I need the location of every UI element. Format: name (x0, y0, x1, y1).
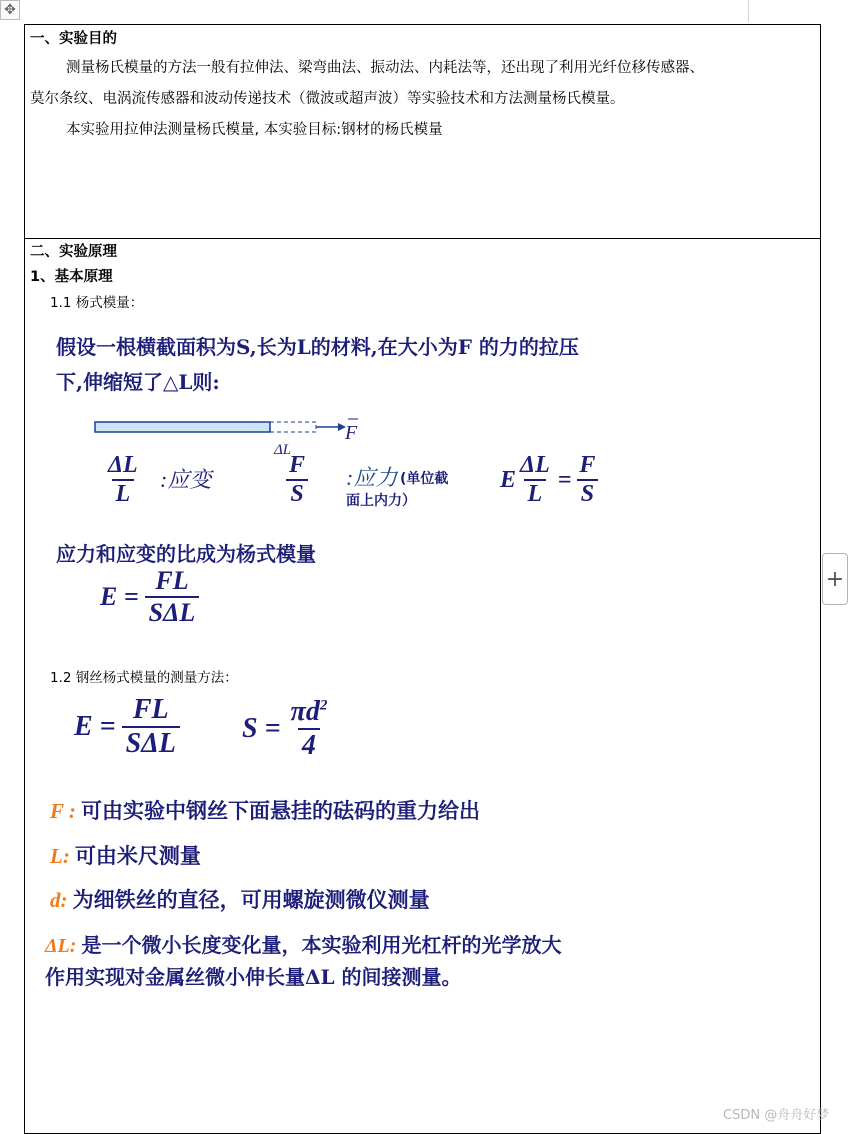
strain-num: ΔL (108, 452, 138, 478)
section1-para1-line2: 莫尔条纹、电涡流传感器和波动传递技术（微波或超声波）等实验技术和方法测量杨氏模量。 (30, 91, 625, 107)
e-definition-formula (100, 566, 199, 628)
subsection-1-1: 1.1 杨式模量： (50, 295, 144, 311)
e-equals: = (557, 466, 572, 493)
strain-den: L (112, 479, 135, 508)
move-icon[interactable]: ✥ (0, 0, 20, 20)
s-pi: π (290, 696, 306, 727)
slide1-line2: 下,伸缩短了△L则: (56, 370, 220, 394)
e2-num: FL (155, 566, 189, 595)
d-text: 为细铁丝的直径，可用螺旋测微仪测量 (72, 887, 430, 912)
strain-fraction (104, 452, 142, 508)
stress-fraction (285, 452, 309, 508)
l-line (50, 840, 201, 870)
subsection-1-2: 1.2 钢丝杨式模量的测量方法： (50, 670, 238, 686)
e3-lhs: E = (74, 711, 116, 742)
l-label: L: (50, 844, 70, 868)
f-line (50, 795, 480, 825)
e-num1: ΔL (520, 452, 550, 478)
s-exp: 2 (319, 697, 328, 714)
f-label: F : (50, 799, 76, 823)
dl-text-1: 是一个微小长度变化量，本实验利用光杠杆的光学放大 (81, 933, 562, 957)
section1-para1-line1: 测量杨氏模量的方法一般有拉伸法、梁弯曲法、振动法、内耗法等，还出现了利用光纤位移传感器、 (66, 60, 704, 76)
e3-num: FL (132, 694, 169, 725)
page-guide (748, 0, 749, 22)
dl-text-2: 作用实现对金属丝微小伸长量ΔL 的间接测量。 (45, 965, 462, 989)
delta-l-label: ΔL (274, 442, 292, 458)
slide1-line1: 假设一根横截面积为S,长为L的材料,在大小为F 的力的拉压 (56, 335, 579, 359)
e-ratio-formula (500, 452, 599, 508)
s-area-formula (242, 696, 331, 762)
l-text: 可由米尺测量 (74, 843, 201, 868)
stress-unit-2: 面上内力） (346, 493, 416, 509)
rod (95, 422, 270, 432)
strain-text: :应变 (160, 467, 212, 492)
rod-extension (270, 422, 316, 432)
plus-icon: + (825, 566, 845, 592)
add-row-button[interactable] (822, 553, 848, 605)
e-lhs: E (500, 466, 517, 493)
section1-title: 一、实验目的 (30, 31, 117, 47)
e-den2: S (577, 479, 598, 508)
dl-line-1 (45, 929, 562, 958)
section1-para2: 本实验用拉伸法测量杨氏模量, 本实验目标:钢材的杨氏模量 (66, 122, 443, 138)
ratio-text: 应力和应变的比成为杨式模量 (56, 542, 316, 566)
e-measure-formula (74, 694, 180, 760)
row-divider (25, 238, 820, 239)
stress-text: :应力 (346, 465, 398, 490)
subsection-1: 1、基本原理 (30, 269, 113, 285)
s-d: d (305, 696, 320, 727)
e-num2: F (579, 452, 596, 478)
stress-num: F (289, 452, 306, 478)
stress-den: S (286, 479, 307, 508)
e2-den: SΔL (145, 596, 200, 628)
d-label: d: (50, 888, 68, 912)
e3-den: SΔL (122, 726, 180, 760)
s-den: 4 (298, 728, 320, 762)
section2-title: 二、实验原理 (30, 244, 117, 260)
e-den1: L (524, 479, 547, 508)
s-lhs: S = (242, 713, 281, 744)
dl-label: ΔL: (45, 935, 77, 957)
stress-unit-1: (单位截 (400, 471, 449, 487)
d-line (50, 884, 430, 914)
watermark: CSDN @舟舟好梦 (723, 1108, 830, 1123)
f-text: 可由实验中钢丝下面悬挂的砝码的重力给出 (80, 798, 480, 823)
force-label: F (345, 422, 358, 444)
e2-lhs: E = (100, 582, 139, 611)
